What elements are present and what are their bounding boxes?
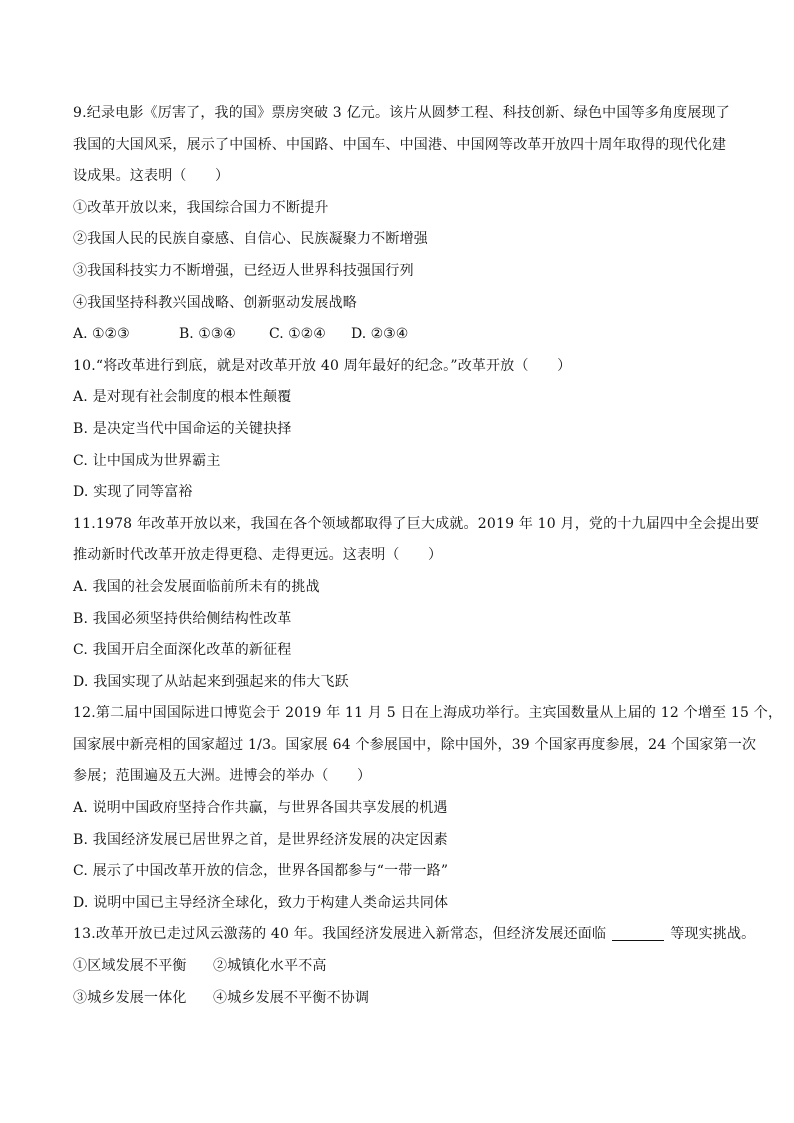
- question-9-statement-3: ③我国科技实力不断增强，已经迈人世界科技强国行列: [73, 262, 414, 279]
- question-12-stem-line-2: 国家展中新亮相的国家超过 1/3。国家展 64 个参展国中，除中国外，39 个国家再度参展，24 个国家第一次: [73, 736, 757, 753]
- question-9-choice-a: A. ①②③: [73, 326, 130, 343]
- question-9-statement-4: ④我国坚持科教兴国战略、创新驱动发展战略: [73, 294, 357, 311]
- question-11: [73, 509, 760, 699]
- question-13-statements-row-2: [73, 983, 723, 1015]
- question-10-option-d: D. 实现了同等富裕: [73, 484, 193, 501]
- question-11-stem-line-1: 11.1978 年改革开放以来，我国在各个领域都取得了巨大成就。2019 年 10 月，党的十九届四中全会提出要: [73, 515, 760, 532]
- question-13-stem-after-blank: 等现实挑战。: [670, 926, 756, 943]
- question-12-option-a: A. 说明中国政府坚持合作共赢，与世界各国共享发展的机遇: [73, 800, 448, 817]
- question-list: [73, 98, 783, 1014]
- answer-blank: [612, 926, 664, 941]
- question-12-stem-line-3: 参展；范围遍及五大洲。进博会的举办（ ）: [73, 768, 372, 785]
- question-9: [73, 98, 730, 351]
- question-9-stem-line-1: 9.纪录电影《厉害了，我的国》票房突破 3 亿元。该片从圆梦工程、科技创新、绿色中国等多角度展现了: [73, 105, 730, 121]
- question-13-stem: [73, 919, 756, 951]
- question-9-choice-b: B. ①③④: [179, 326, 236, 343]
- question-12-stem-line-1: 12.第二届中国国际进口博览会于 2019 年 11 月 5 日在上海成功举行。主宾国数量从上届的 12 个增至 15 个，: [73, 705, 783, 722]
- question-11-stem-line-2: 推动新时代改革开放走得更稳、走得更远。这表明（ ）: [73, 547, 443, 564]
- question-9-statement-1: ①改革开放以来，我国综合国力不断提升: [73, 199, 329, 216]
- question-11-option-d: D. 我国实现了从站起来到强起来的伟大飞跃: [73, 673, 349, 690]
- question-9-statement-2: ②我国人民的民族自豪感、自信心、民族凝聚力不断增强: [73, 231, 428, 248]
- question-12-option-d: D. 说明中国已主导经济全球化，致力于构建人类命运共同体: [73, 894, 449, 911]
- question-9-stem-line-3: 设成果。这表明（ ）: [73, 168, 230, 185]
- question-13-statement-1: ①区域发展不平衡: [73, 958, 187, 975]
- question-10-option-a: A. 是对现有社会制度的根本性颠覆: [73, 389, 292, 406]
- question-11-option-a: A. 我国的社会发展面临前所未有的挑战: [73, 578, 320, 595]
- question-13-statements-row-1: [73, 951, 723, 983]
- question-9-stem-line-2: 我国的大国风采，展示了中国桥、中国路、中国车、中国港、中国网等改革开放四十周年取得的现代化建: [73, 136, 727, 153]
- question-13-statement-3: ③城乡发展一体化: [73, 989, 187, 1006]
- question-10-option-c: C. 让中国成为世界霸主: [73, 452, 221, 469]
- question-13-stem-before-blank: 13.改革开放已走过风云激荡的 40 年。我国经济发展进入新常态，但经济发展还面临: [73, 926, 607, 943]
- question-10-option-b: B. 是决定当代中国命运的关键抉择: [73, 420, 292, 437]
- question-9-choice-c: C. ①②④: [269, 326, 326, 343]
- question-10: [73, 351, 723, 509]
- question-9-choice-d: D. ②③④: [351, 326, 409, 343]
- question-12-option-b: B. 我国经济发展已居世界之首，是世界经济发展的决定因素: [73, 831, 448, 848]
- question-13-statement-4: ④城乡发展不平衡不协调: [213, 989, 370, 1006]
- question-13: [73, 919, 756, 1014]
- question-13-statement-2: ②城镇化水平不高: [213, 958, 327, 975]
- question-12-option-c: C. 展示了中国改革开放的信念，世界各国都参与“一带一路”: [73, 863, 449, 880]
- question-11-option-b: B. 我国必须坚持供给侧结构性改革: [73, 610, 292, 627]
- question-9-choices: [73, 319, 723, 351]
- question-11-option-c: C. 我国开启全面深化改革的新征程: [73, 642, 292, 659]
- question-12: [73, 698, 783, 919]
- question-10-stem: 10.“将改革进行到底，就是对改革开放 40 周年最好的纪念。”改革开放（ ）: [73, 357, 572, 374]
